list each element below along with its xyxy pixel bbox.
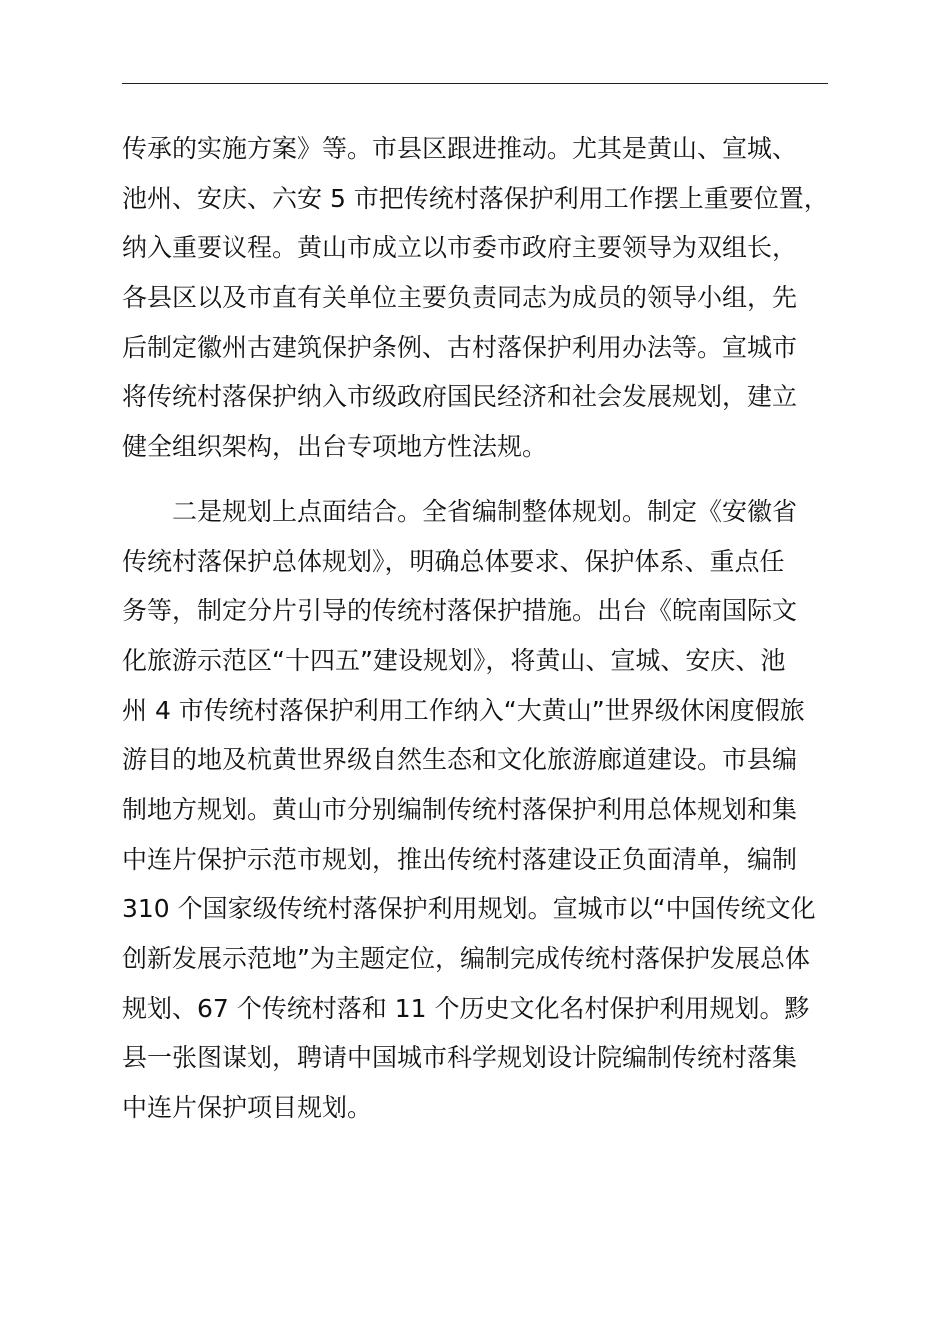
text-line: 创新发展示范地”为主题定位，编制完成传统村落保护发展总体 [122, 944, 810, 973]
text-line: 化旅游示范区“十四五”建设规划》，将黄山、宣城、安庆、池 [122, 645, 786, 675]
text-line: 310 个国家级传统村落保护利用规划。宣城市以“中国传统文化 [122, 894, 816, 924]
document-body [122, 124, 834, 1182]
text-line: 游目的地及杭黄世界级自然生态和文化旅游廊道建设。市县编 [122, 745, 798, 775]
text-line: 中连片保护示范市规划，推出传统村落建设正负面清单，编制 [122, 844, 798, 874]
text-line: 传承的实施方案》等。市县区跟进推动。尤其是黄山、宣城、 [122, 134, 798, 163]
paragraph-spacer [122, 472, 834, 487]
text-line: 中连片保护项目规划。 [122, 1093, 373, 1123]
text-line: 纳入重要议程。黄山市成立以市委市政府主要领导为双组长， [122, 233, 798, 263]
text-line: 传统村落保护总体规划》，明确总体要求、保护体系、重点任 [122, 546, 785, 576]
text-line [122, 1133, 834, 1183]
text-line: 县一张图谋划，聘请中国城市科学规划设计院编制传统村落集 [122, 1043, 798, 1073]
paragraph-2 [122, 487, 834, 1183]
text-line: 池州、安庆、六安 5 市把传统村落保护利用工作摆上重要位置， [122, 183, 829, 213]
text-line: 务等，制定分片引导的传统村落保护措施。出台《皖南国际文 [122, 596, 798, 626]
text-line: 规划、67 个传统村落和 11 个历史文化名村保护利用规划。黟 [122, 993, 810, 1023]
paragraph-1 [122, 124, 834, 472]
text-line: 各县区以及市直有关单位主要负责同志为成员的领导小组，先 [122, 283, 798, 313]
text-line: 后制定徽州古建筑保护条例、古村落保护利用办法等。宣城市 [122, 332, 798, 362]
text-line: 州 4 市传统村落保护利用工作纳入“大黄山”世界级休闲度假旅 [122, 695, 805, 725]
text-line: 健全组织架构，出台专项地方性法规。 [122, 432, 548, 462]
text-line: 制地方规划。黄山市分别编制传统村落保护利用总体规划和集 [122, 794, 798, 824]
text-line-indented: 二是规划上点面结合。全省编制整体规划。制定《安徽省 [172, 496, 798, 526]
text-line: 将传统村落保护纳入市级政府国民经济和社会发展规划，建立 [122, 382, 798, 412]
header-rule [122, 83, 828, 84]
